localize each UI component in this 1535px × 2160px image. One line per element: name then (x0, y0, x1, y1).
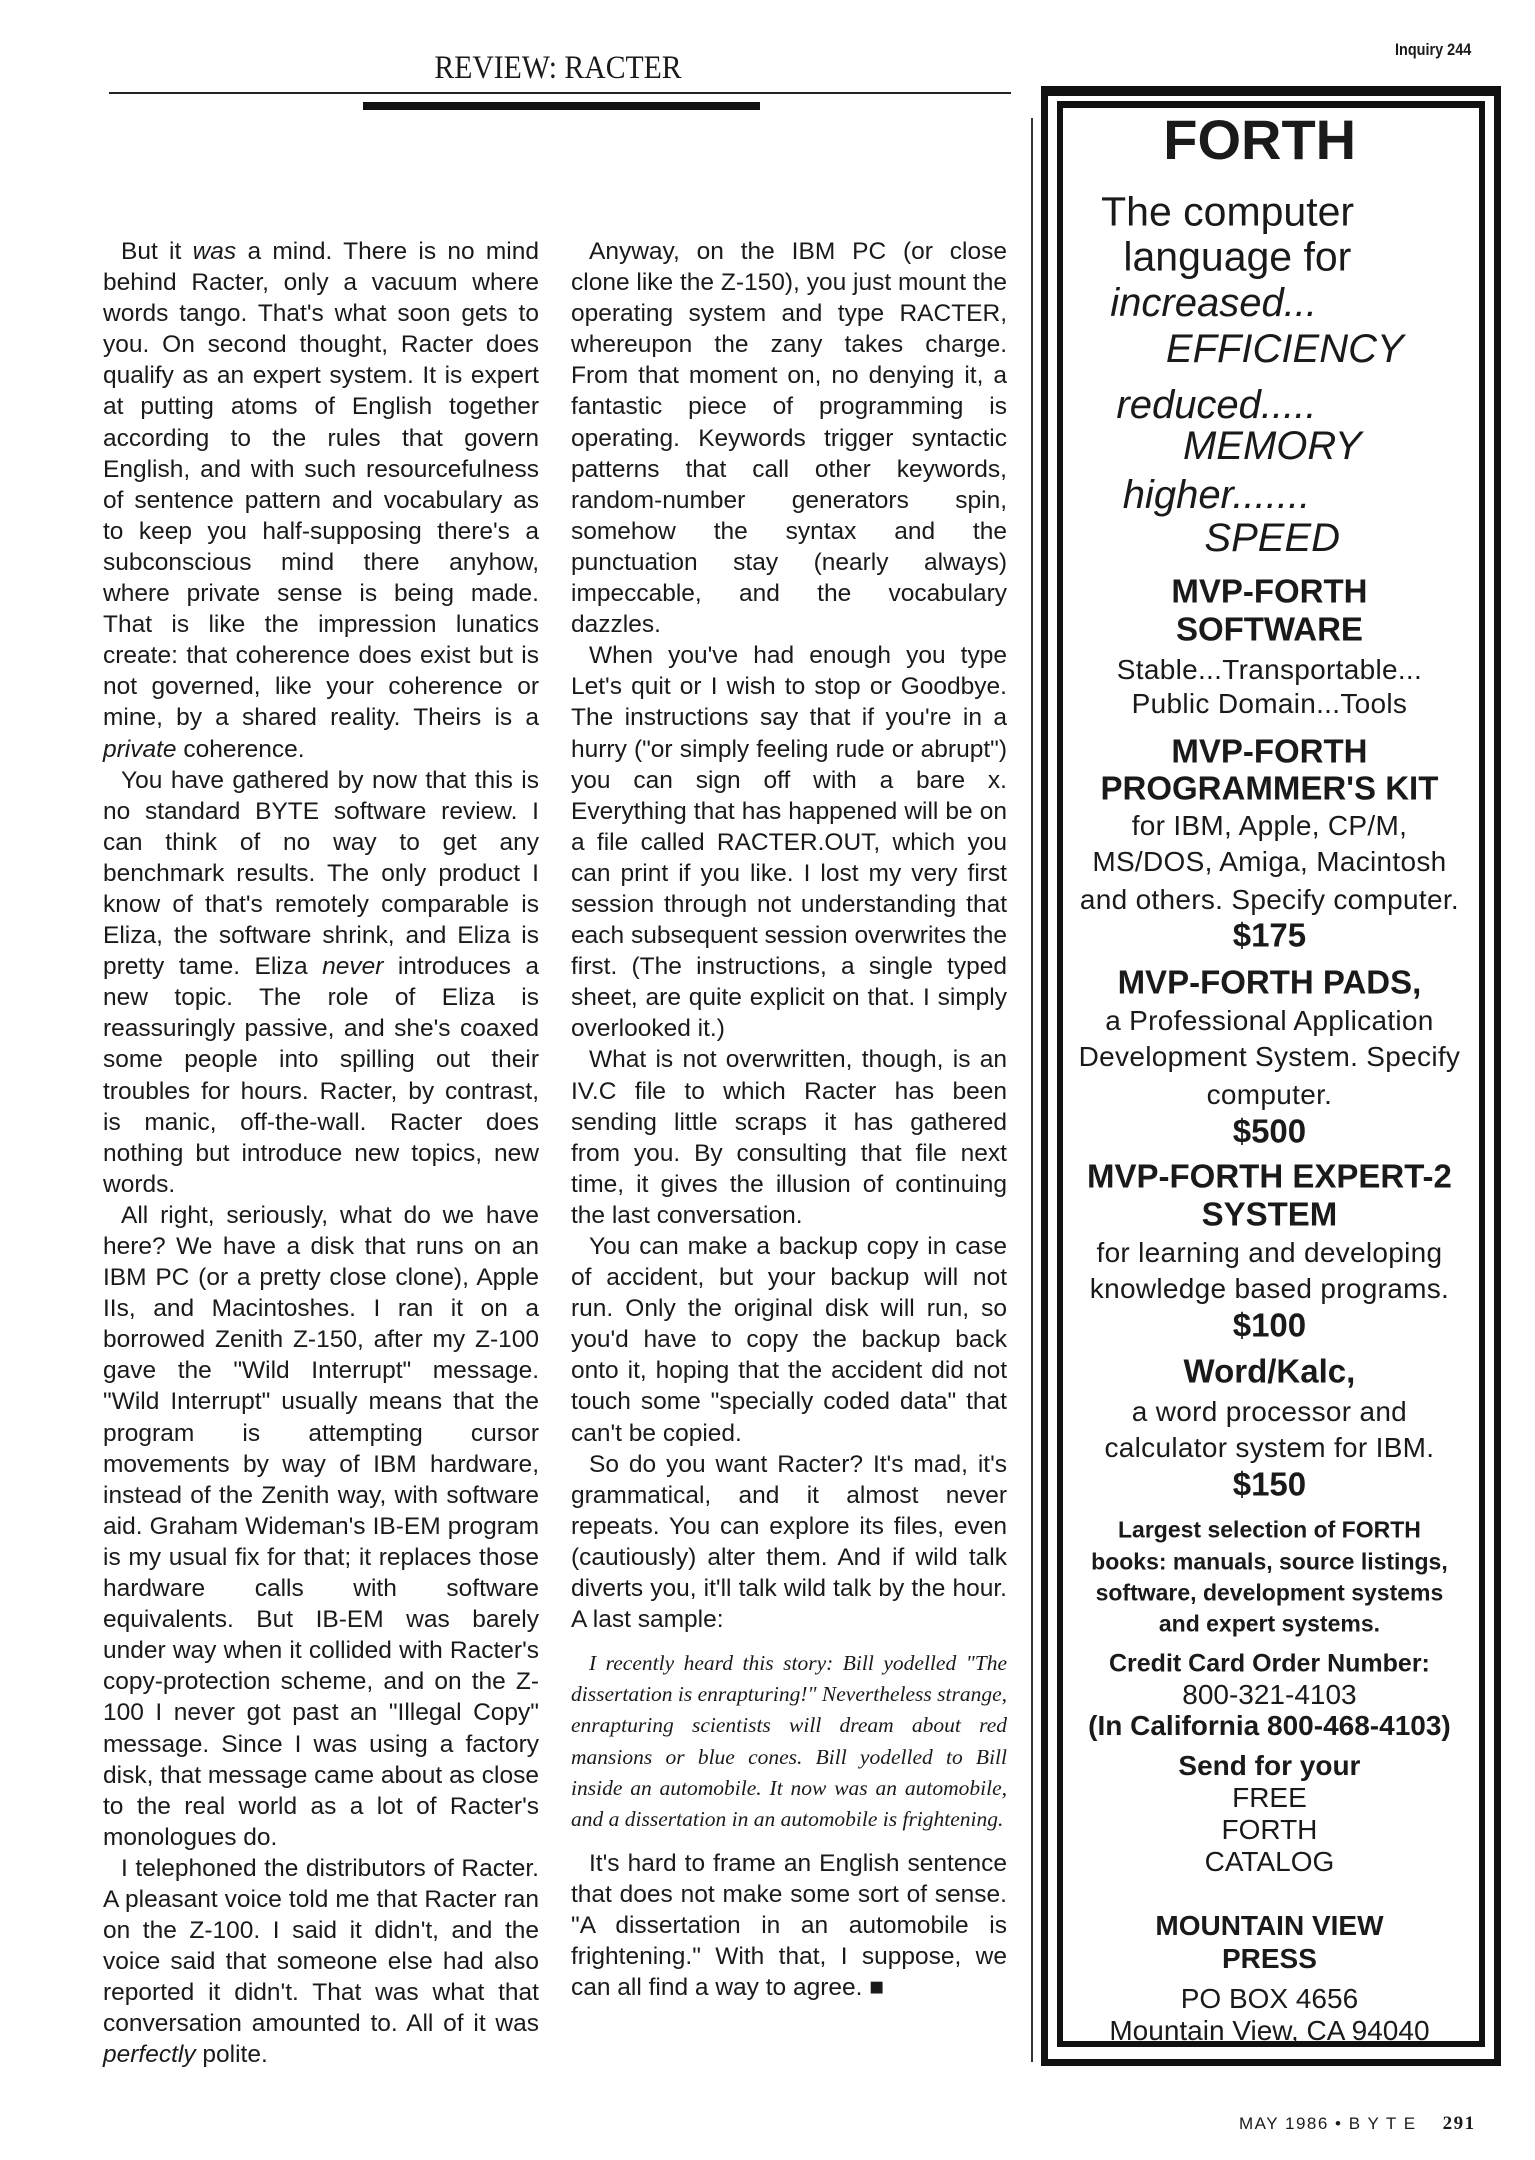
paragraph (103, 765, 539, 1200)
ad-line: MVP-FORTH EXPERT-2 (1087, 1157, 1452, 1195)
ad-line: MVP-FORTH PADS, (1117, 963, 1422, 1001)
inquiry-number: Inquiry 244 (1395, 40, 1472, 59)
emphasis: was (192, 238, 237, 265)
ad-line: calculator system for IBM. (1104, 1432, 1435, 1463)
ad-line: CATALOG (1204, 1846, 1335, 1878)
article-column-2 (571, 236, 1007, 2003)
text-run: You can make a backup copy in case of accident, but your backup will not run. Only the original disk will run, so you'd have to copy the backup back onto it, hoping that the accident did not touch some "specially coded data" that can't be copied. (571, 1233, 1007, 1447)
ad-line: FREE (1232, 1782, 1307, 1814)
ad-line: higher....... (1122, 473, 1311, 518)
ad-line: FORTH (1163, 107, 1357, 171)
ad-line: MOUNTAIN VIEW (1155, 1910, 1384, 1942)
header-bar (363, 102, 760, 110)
ad-line: Development System. Specify (1078, 1041, 1461, 1073)
text-run: You have gathered by now that this is no standard BYTE software review. I can think of no way to get any benchmark results. The only product I know of that's remotely comparable is Eliza, the software shrink, and Eliza is pretty tame. Eliza (103, 766, 539, 981)
page-footer (1239, 2113, 1476, 2135)
paragraph (571, 1848, 1007, 2003)
ad-line: increased... (1110, 280, 1318, 325)
text-run: I telephoned the distributors of Racter. A pleasant voice told me that Racter ran on the Z-100. I said it didn't, and the voice said that someone else had also reported it didn't. That was what that conversation amounted to. All of it was (103, 1854, 539, 2038)
text-run: Anyway, on the IBM PC (or close clone like the Z-150), you just mount the operating system and type RACTER, whereupon the zany takes charge. From that moment on, no denying it, a fantastic piece of programming is operating. Keywords trigger syntactic patterns that call other keywords, random-number generators spin, somehow the syntax and the punctuation stay (nearly always) impeccable, and the vocabulary dazzles. (571, 238, 1007, 639)
ad-line: PO BOX 4656 (1180, 1983, 1359, 2015)
ad-line: a Professional Application (1105, 1005, 1434, 1037)
paragraph (103, 236, 539, 765)
ad-line: and others. Specify computer. (1079, 883, 1460, 915)
ad-line: Public Domain...Tools (1131, 688, 1408, 720)
paragraph (103, 1200, 539, 1853)
ad-line: (In California 800-468-4103) (1088, 1709, 1451, 1741)
ad-line: for IBM, Apple, CP/M, (1131, 809, 1408, 841)
text-run: So do you want Racter? It's mad, it's grammatical, and it almost never repeats. You can explore its files, even (cautiously) alter them. And if wild talk diverts you, it'll talk wild talk by the hour. A last sample: (571, 1450, 1007, 1634)
text-run: introduces a new topic. The role of Eliza is reassuringly passive, and she's coaxed some people into spilling out their troubles for hours. Racter, by contrast, is manic, off-the-wall. Racter does nothing but introduce new topics, new words. (103, 953, 539, 1198)
sample-quote (571, 1648, 1007, 1835)
ad-line: Credit Card Order Number: (1108, 1649, 1430, 1678)
ad-line: $500 (1232, 1112, 1307, 1150)
paragraph (571, 640, 1007, 1044)
ad-line: $175 (1232, 916, 1307, 954)
column-divider (1031, 118, 1033, 2062)
ad-line: SPEED (1204, 516, 1341, 561)
emphasis: perfectly (103, 2041, 196, 2069)
text-run: What is not overwritten, though, is an IV.C file to which Racter has been sending little scraps it has gathered from you. By consulting that file next time, it gives the illusion of continuing the last conversation. (571, 1046, 1007, 1229)
ad-line: $150 (1232, 1465, 1307, 1503)
ad-line: EFFICIENCY (1165, 326, 1404, 371)
ad-line: reduced..... (1116, 382, 1317, 427)
emphasis: never (322, 953, 384, 981)
section-title: REVIEW: RACTER (434, 50, 682, 86)
text-run: polite. (195, 2041, 268, 2069)
ad-line: Largest selection of FORTH (1118, 1516, 1421, 1543)
text-run: When you've had enough you type Let's quit or I wish to stop or Goodbye. The instructions say that if you're in a hurry ("or simply feeling rude or abrupt") you can sign off with a bare x. Everything that has happened will be on a file called RACTER.OUT, which you can print if you like. I lost my very first session through not understanding that each subsequent session overwrites the first. (The instructions, a single typed sheet, are quite explicit on that. I simply overlooked it.) (571, 642, 1007, 1043)
paragraph (103, 1853, 539, 2071)
ad-line: knowledge based programs. (1089, 1272, 1450, 1304)
text-run: I recently heard this story: Bill yodelled "The dissertation is enrapturing!" Nevertheless strange, enrapturing scientists will dream about red mansions or blue cones. Bill yodelled to Bill inside an automobile. It now was an automobile, and a dissertation in an automobile is frightening. (571, 1651, 1008, 1831)
ad-line: SOFTWARE (1175, 610, 1363, 648)
ad-line: software, development systems (1095, 1579, 1444, 1606)
ad-line: SYSTEM (1201, 1195, 1338, 1233)
text-run: coherence. (176, 735, 305, 763)
ad-line: MVP-FORTH (1171, 572, 1368, 610)
ad-line: language for (1123, 233, 1352, 280)
paragraph (571, 236, 1007, 640)
ad-line: Word/Kalc, (1183, 1352, 1356, 1390)
text-run: All right, seriously, what do we have here? We have a disk that runs on an IBM PC (or a pretty close clone), Apple IIs, and Macintoshes. I ran it on a borrowed Zenith Z-150, after my Z-100 gave the "Wild Interrupt" message. "Wild Interrupt" usually means that the program is attempting cursor movements by way of IBM hardware, instead of the Zenith way, with software aid. Graham Wideman's IB-EM program is my usual fix for that; it replaces those hardware calls with software equivalents. But IB-EM was barely under way when it collided with Racter's copy-protection scheme, and on the Z-100 I never got past an "Illegal Copy" message. Since I was using a factory disk, that message came about as close to the real world as a lot of Racter's monologues do. (103, 1201, 539, 1851)
ad-line: FORTH (1221, 1814, 1318, 1846)
ad-line: Send for your (1178, 1750, 1361, 1782)
text-run: But it (121, 238, 193, 265)
text-run: a mind. There is no mind behind Racter, only a vacuum where words tango. That's what soon gets to you. On second thought, Racter does qualify as an expert system. It is expert at putting atoms of English together according to the rules that govern English, and with such resourcefulness of sentence pattern and vocabulary as to keep you half-supposing there's a subconscious mind there anyhow, where private sense is being made. That is like the impression lunatics create: that coherence does exist but is not governed, like your coherence or mine, by a shared reality. Theirs is a (103, 238, 540, 732)
ad-line: $100 (1232, 1306, 1307, 1344)
ad-line: Mountain View, CA 94040 (1109, 2015, 1430, 2047)
header-rule (109, 92, 1011, 94)
ad-line: books: manuals, source listings, (1091, 1548, 1448, 1575)
ad-line: MS/DOS, Amiga, Macintosh (1092, 846, 1447, 878)
ad-line: MVP-FORTH (1171, 732, 1368, 769)
page-number: 291 (1442, 2113, 1476, 2134)
ad-line: and expert systems. (1158, 1610, 1381, 1637)
ad-line: for learning and developing (1096, 1236, 1443, 1268)
ad-line: 800-321-4103 (1182, 1678, 1357, 1710)
ad-line: The computer (1101, 188, 1355, 235)
ad-line: computer. (1206, 1079, 1333, 1111)
paragraph (571, 1449, 1007, 1636)
ad-line: Stable...Transportable... (1116, 653, 1423, 685)
issue-line: MAY 1986 • B Y T E (1239, 2114, 1417, 2133)
ad-line: PRESS (1221, 1942, 1317, 1974)
ad-line: MEMORY (1182, 424, 1362, 469)
ad-line: a word processor and (1131, 1395, 1408, 1427)
article-column-1 (103, 236, 539, 2071)
paragraph (571, 1044, 1007, 1231)
text-run: It's hard to frame an English sentence that does not make some sort of sense. "A dissertation in an automobile is frightening." With that, I suppose, we can all find a way to agree. ■ (571, 1849, 1007, 2002)
paragraph (571, 1231, 1007, 1449)
emphasis: private (103, 735, 177, 763)
ad-line: PROGRAMMER'S KIT (1100, 769, 1439, 807)
